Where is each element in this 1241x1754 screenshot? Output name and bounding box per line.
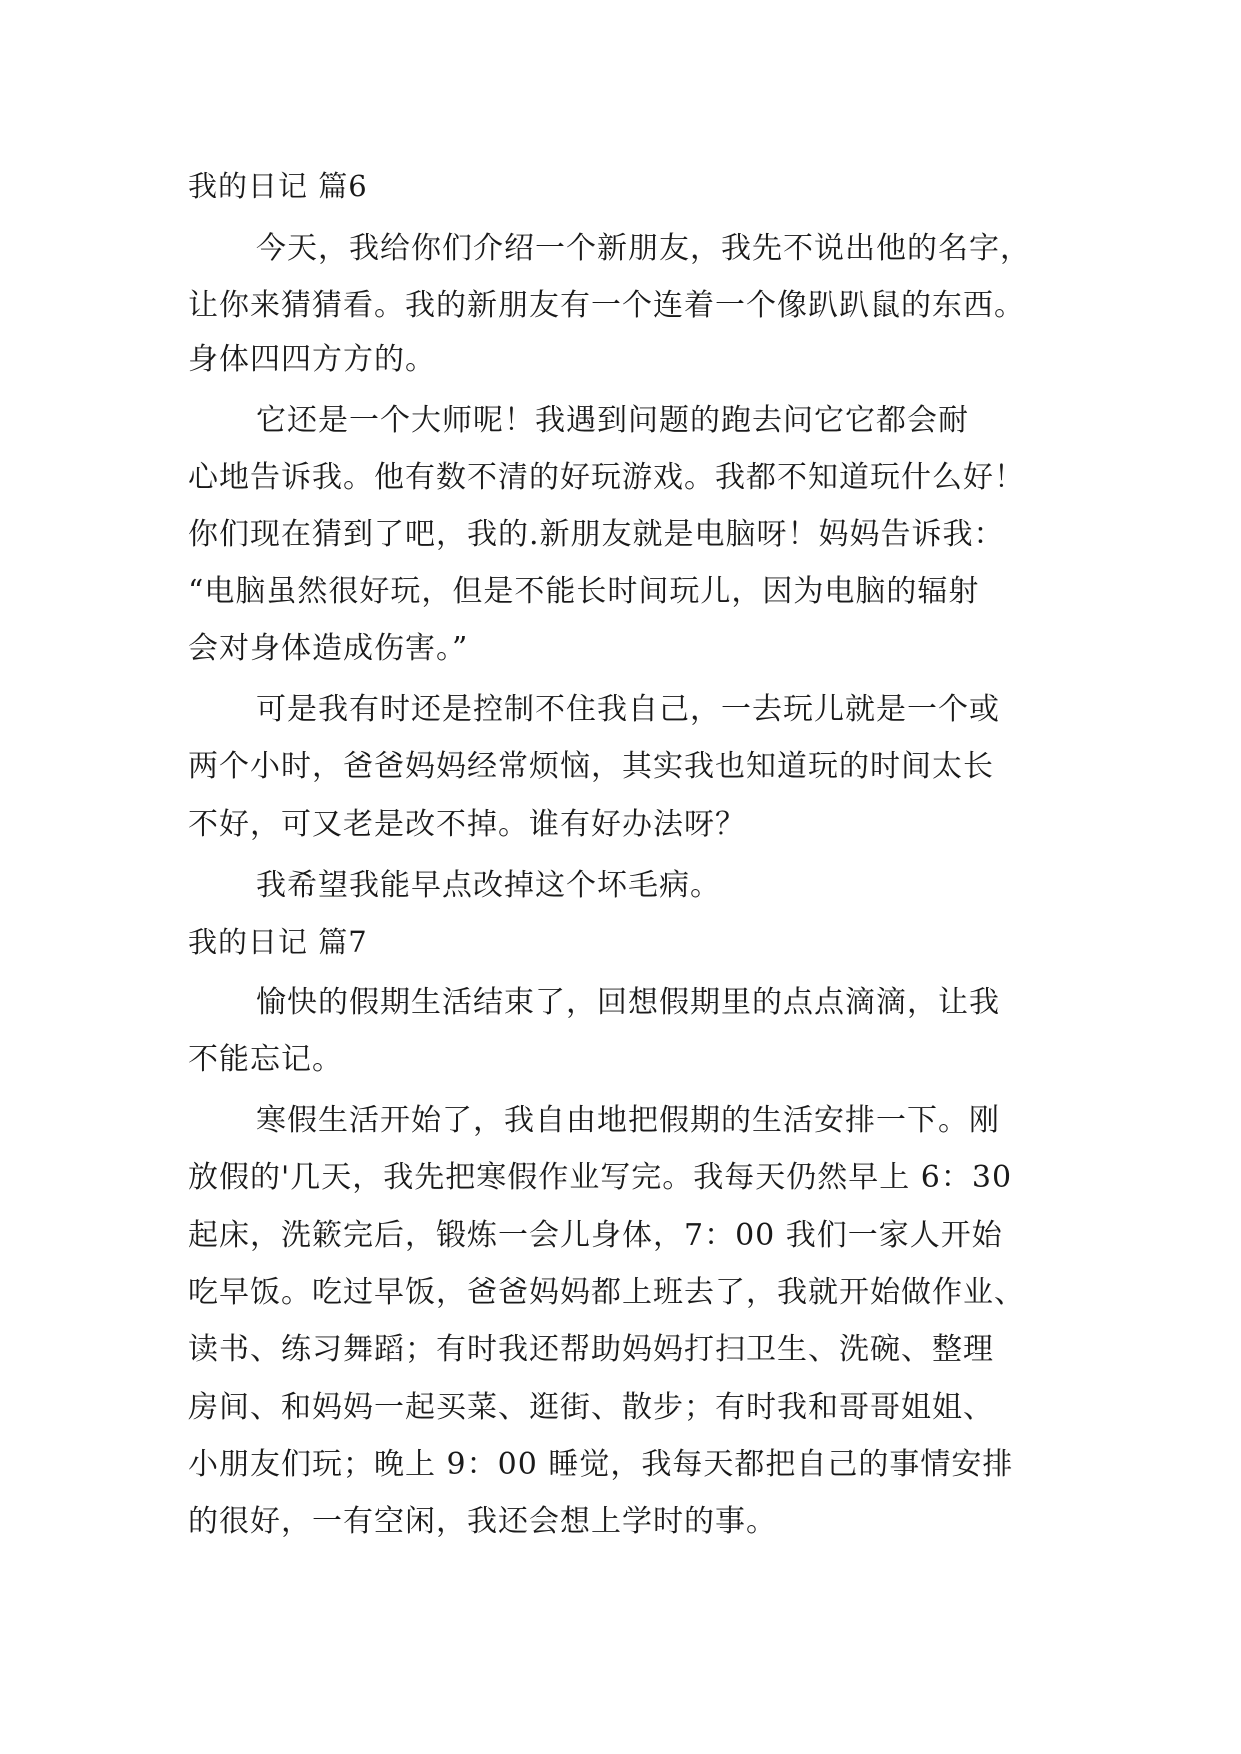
- paragraph-line: 愉快的假期生活结束了，回想假期里的点点滴滴，让我: [256, 985, 1000, 1020]
- paragraph-line: 放假的'几天，我先把寒假作业写完。我每天仍然早上 6：30: [188, 1160, 1013, 1195]
- paragraph-line: 吃早饭。吃过早饭，爸爸妈妈都上班去了，我就开始做作业、: [188, 1275, 1025, 1310]
- paragraph-line: 可是我有时还是控制不住我自己，一去玩儿就是一个或: [256, 692, 1000, 727]
- paragraph-line: 让你来猜猜看。我的新朋友有一个连着一个像趴趴鼠的东西。: [188, 288, 1025, 323]
- paragraph-line: 起床，洗簌完后，锻炼一会儿身体，7：00 我们一家人开始: [188, 1218, 1003, 1253]
- paragraph-line: 读书、练习舞蹈；有时我还帮助妈妈打扫卫生、洗碗、整理: [188, 1332, 994, 1367]
- paragraph-line: 我希望我能早点改掉这个坏毛病。: [256, 868, 721, 903]
- paragraph-line: 不好，可又老是改不掉。谁有好办法呀？: [188, 807, 746, 842]
- paragraph-line: 小朋友们玩；晚上 9：00 睡觉，我每天都把自己的事情安排: [188, 1447, 1014, 1482]
- entry-title: 我的日记 篇6: [188, 169, 368, 203]
- paragraph-line: 不能忘记。: [188, 1042, 343, 1077]
- paragraph-line: 今天，我给你们介绍一个新朋友，我先不说出他的名字，: [256, 231, 1031, 266]
- paragraph-line: 寒假生活开始了，我自由地把假期的生活安排一下。刚: [256, 1103, 1000, 1138]
- paragraph-line: 房间、和妈妈一起买菜、逛街、散步；有时我和哥哥姐姐、: [188, 1390, 994, 1425]
- entry-title: 我的日记 篇7: [188, 925, 368, 959]
- paragraph-line: 会对身体造成伤害。”: [188, 631, 469, 666]
- paragraph-line: “电脑虽然很好玩，但是不能长时间玩儿，因为电脑的辐射: [188, 574, 980, 609]
- paragraph-line: 的很好，一有空闲，我还会想上学时的事。: [188, 1504, 777, 1539]
- paragraph-line: 它还是一个大师呢！我遇到问题的跑去问它它都会耐: [256, 403, 969, 438]
- paragraph-line: 心地告诉我。他有数不清的好玩游戏。我都不知道玩什么好！: [188, 460, 1025, 495]
- paragraph-line: 你们现在猜到了吧，我的.新朋友就是电脑呀！妈妈告诉我：: [188, 517, 1005, 552]
- paragraph-line: 两个小时，爸爸妈妈经常烦恼，其实我也知道玩的时间太长: [188, 749, 994, 784]
- paragraph-line: 身体四四方方的。: [188, 342, 436, 377]
